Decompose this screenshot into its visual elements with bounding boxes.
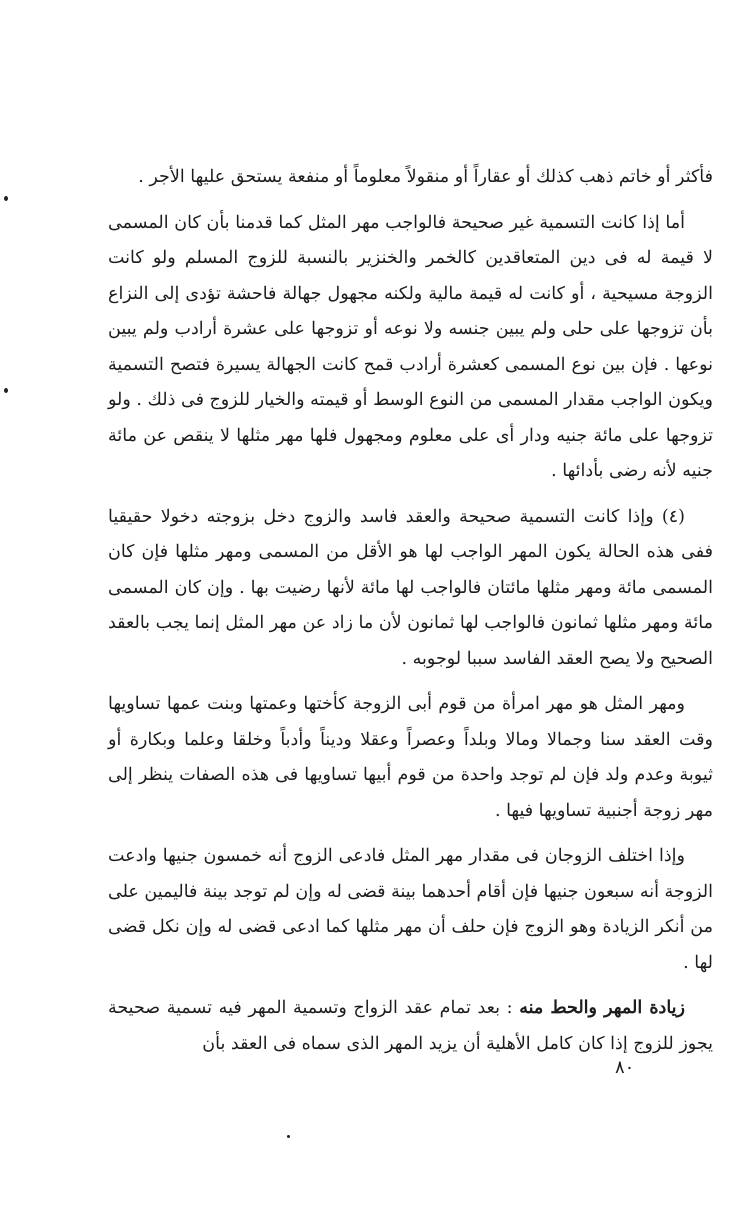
body-text: [108, 160, 713, 1062]
paragraph-increase-decrease: [108, 991, 713, 1062]
paragraph-continuation: فأكثر أو خاتم ذهب كذلك أو عقاراً أو منقولاً معلوماً أو منفعة يستحق عليها الأجر .: [138, 167, 713, 187]
paragraph-valid-naming-invalid-contract: (٤) وإذا كانت التسمية صحيحة والعقد فاسد والزوج دخل بزوجته دخولا حقيقيا ففى هذه الحالة يكون المهر الواجب لها هو الأقل من المسمى ومهر مثلها فإن كان المسمى مائة ومهر مثلها مائتان فالواجب لها مائة لأنها رضيت بها . وإن كان المسمى مائة ومهر مثلها ثمانون فالواجب لها ثمانون لأن ما زاد عن مهر المثل إنما يجب بالعقد الصحيح ولا يصح العقد الفاسد سببا لوجوبه .: [108, 506, 713, 669]
paragraph-definition-mahr-al-mithl: ومهر المثل هو مهر امرأة من قوم أبى الزوجة كأختها وعمتها وبنت عمها تساويها وقت العقد سنا وجمالا ومالا وبلداً وعصراً وعقلا وديناً وأدباً وخلقا وعلما وبكارة أو ثيوبة وعدم ولد فإن لم توجد واحدة من قوم أبيها تساويها فى هذه الصفات ينظر إلى مهر زوجة أجنبية تساويها فيها .: [108, 694, 713, 821]
page-number: ٨٠: [615, 1057, 635, 1078]
paragraph-dispute: وإذا اختلف الزوجان فى مقدار مهر المثل فادعى الزوج أنه خمسون جنيها وادعت الزوجة أنه سبعون جنيها فإن أقام أحدهما بينة قضى له وإن لم توجد بينة فاليمين على من أنكر الزيادة وهو الزوج فإن حلف أن مهر مثلها كما ادعى قضى له وإن نكل قضى لها .: [108, 846, 713, 973]
section-text: : بعد تمام عقد الزواج وتسمية المهر فيه تسمية صحيحة يجوز للزوج إذا كان كامل الأهلية أن يزيد المهر الذى سماه فى العقد بأن: [108, 998, 713, 1054]
scan-speck: [4, 388, 8, 393]
scan-speck: [4, 196, 8, 201]
paragraph-invalid-naming: أما إذا كانت التسمية غير صحيحة فالواجب مهر المثل كما قدمنا بأن كان المسمى لا قيمة له فى دين المتعاقدين كالخمر والخنزير بالنسبة للزوج المسلم ولو كانت الزوجة مسيحية ، أو كانت له قيمة مالية ولكنه مجهول جهالة فاحشة تؤدى إلى النزاع بأن تزوجها على حلى ولم يبين جنسه ولا نوعه أو تزوجها على عشرة أرادب ولم يبين نوعها . فإن بين نوع المسمى كعشرة أرادب قمح كانت الجهالة يسيرة فتصح التسمية ويكون الواجب مقدار المسمى من النوع الوسط أو قيمته والخيار للزوج فى ذلك . ولو تزوجها على مائة جنيه ودار أى على معلوم ومجهول فلها مهر مثلها لا ينقص عن مائة جنيه لأنه رضى بأدائها .: [108, 212, 713, 481]
section-heading: زيادة المهر والحط منه: [519, 998, 685, 1018]
scan-speck: [287, 1135, 290, 1138]
